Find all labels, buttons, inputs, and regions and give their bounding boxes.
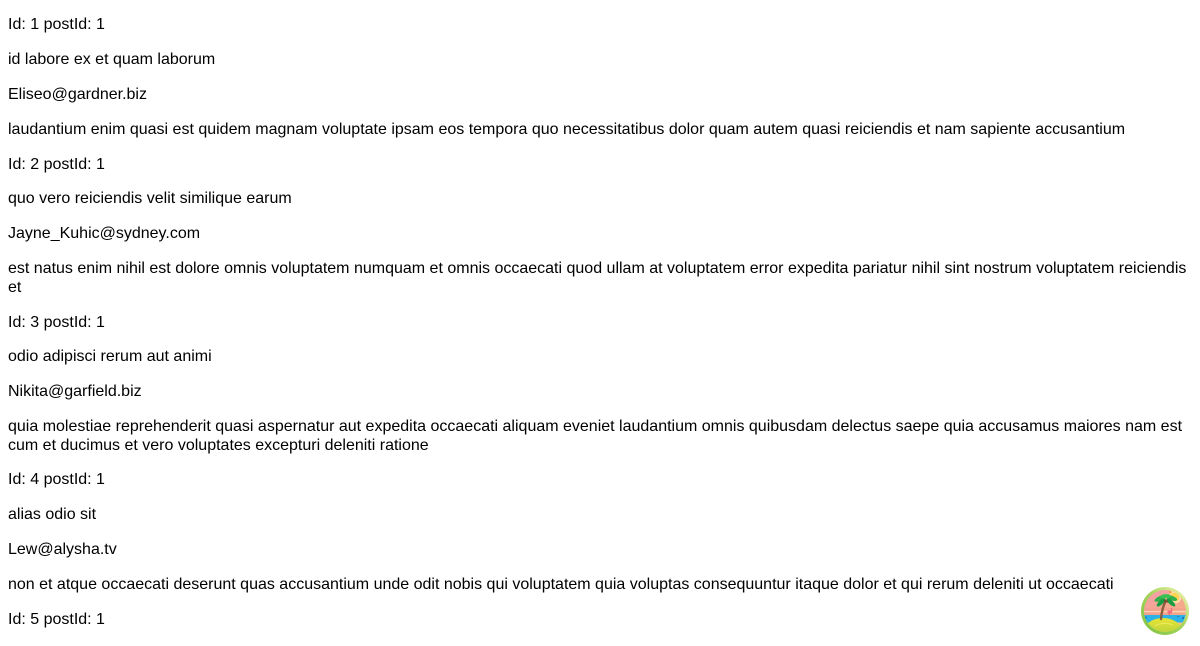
comment-meta: Id: 4 postId: 1 (8, 471, 105, 489)
comment-name: id labore ex et quam laborum (8, 50, 216, 68)
comment-email: Eliseo@gardner.biz (8, 85, 147, 103)
comment-meta: Id: 5 postId: 1 (8, 611, 105, 629)
comment-name: alias odio sit (8, 506, 97, 524)
comment-meta: Id: 3 postId: 1 (8, 313, 105, 331)
comment-email: Lew@alysha.tv (8, 541, 117, 559)
comment-name: odio adipisci rerum aut animi (8, 348, 212, 366)
comment-body: laudantium enim quasi est quidem magnam voluptate ipsam eos tempora quo necessitatibus dolor quam autem quasi reiciendis et nam sapiente accusantium (8, 120, 1126, 138)
comment-meta: Id: 2 postId: 1 (8, 155, 105, 173)
comment-name: quo vero reiciendis velit similique earum (8, 190, 292, 208)
comment-email: Jayne_Kuhic@sydney.com (8, 225, 201, 243)
comments-page (0, 16, 1200, 646)
comment-body: non et atque occaecati deserunt quas accusantium unde odit nobis qui voluptatem quia voluptas consequuntur itaque dolor et qui rerum deleniti ut occaecati (8, 576, 1114, 594)
comment-body: quia molestiae reprehenderit quasi aspernatur aut expedita occaecati aliquam eveniet laudantium omnis quibusdam delectus saepe quia accusamus maiores nam est cum et ducimus et vero voluptates excepturi deleniti ratione (8, 418, 1183, 454)
comment-body: est natus enim nihil est dolore omnis voluptatem numquam et omnis occaecati quod ullam at voluptatem error expedita pariatur nihil sint nostrum voluptatem reiciendis et (8, 260, 1187, 296)
comment-email: Nikita@garfield.biz (8, 383, 142, 401)
comment-meta: Id: 1 postId: 1 (8, 16, 105, 33)
tropical-island-icon (1141, 587, 1189, 635)
